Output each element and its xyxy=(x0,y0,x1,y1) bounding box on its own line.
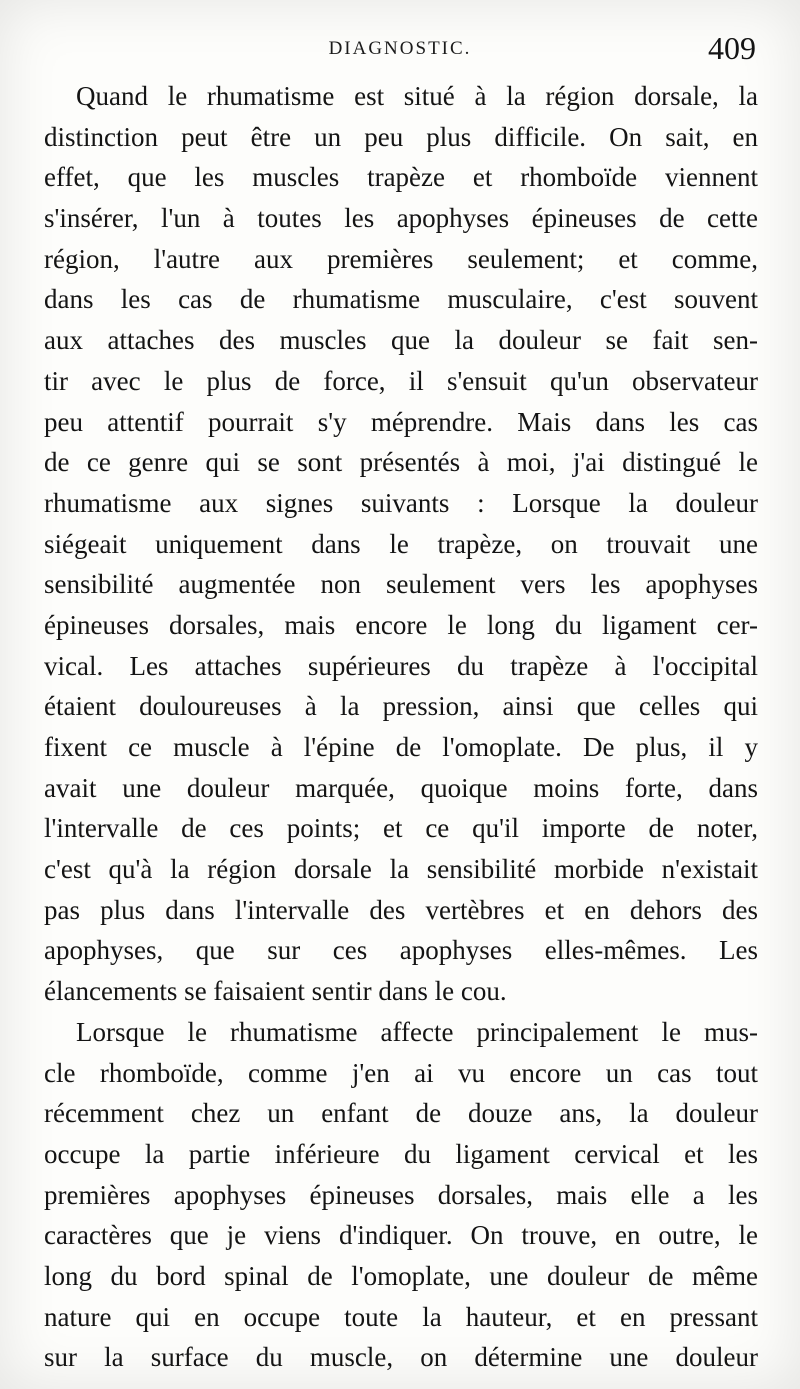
text-line: l'intervalle de ces points; et ce qu'il importe de noter, xyxy=(44,813,758,844)
text-line: région, l'autre aux premières seulement; et comme, xyxy=(44,243,758,274)
page-number: 409 xyxy=(708,30,756,66)
text-line: sur la surface du muscle, on détermine une douleur xyxy=(44,1342,758,1373)
text-line: Quand le rhumatisme est situé à la région dorsale, la xyxy=(76,81,758,111)
text-line: Lorsque le rhumatisme affecte principalement le mus- xyxy=(76,1016,758,1047)
text-line: s'insérer, l'un à toutes les apophyses épineuses de cette xyxy=(44,203,758,234)
text-line: pas plus dans l'intervalle des vertèbres et en dehors des xyxy=(44,894,758,925)
running-title: DIAGNOSTIC. xyxy=(328,38,472,59)
text-line: c'est qu'à la région dorsale la sensibilité morbide n'existait xyxy=(44,854,758,885)
text-line: siégeait uniquement dans le trapèze, on trouvait une xyxy=(44,528,758,559)
text-line: aux attaches des muscles que la douleur se fait sen- xyxy=(44,325,758,356)
text-line: dans les cas de rhumatisme musculaire, c'est souvent xyxy=(44,284,758,315)
text-line: nature qui en occupe toute la hauteur, et en pressant xyxy=(44,1301,758,1332)
text-line: tir avec le plus de force, il s'ensuit qu'un observateur xyxy=(44,365,758,396)
text-line: cle rhomboïde, comme j'en ai vu encore un cas tout xyxy=(44,1057,758,1088)
text-line: épineuses dorsales, mais encore le long du ligament cer- xyxy=(44,609,758,640)
text-line: apophyses, que sur ces apophyses elles-mêmes. Les xyxy=(44,935,758,966)
text-line: long du bord spinal de l'omoplate, une douleur de même xyxy=(44,1260,758,1291)
text-line: effet, que les muscles trapèze et rhomboïde viennent xyxy=(44,162,758,193)
page-header xyxy=(0,30,800,74)
text-line: occupe la partie inférieure du ligament cervical et les xyxy=(44,1138,758,1169)
body-text xyxy=(44,76,758,1378)
text-line: rhumatisme aux signes suivants : Lorsque la douleur xyxy=(44,487,758,518)
text-line: sensibilité augmentée non seulement vers les apophyses xyxy=(44,569,758,600)
text-line: vical. Les attaches supérieures du trapèze à l'occipital xyxy=(44,650,758,681)
text-line: peu attentif pourrait s'y méprendre. Mais dans les cas xyxy=(44,406,758,437)
text-line: avait une douleur marquée, quoique moins forte, dans xyxy=(44,772,758,803)
text-line: fixent ce muscle à l'épine de l'omoplate. De plus, il y xyxy=(44,732,758,762)
text-line: étaient douloureuses à la pression, ainsi que celles qui xyxy=(44,691,758,722)
text-line: premières apophyses épineuses dorsales, mais elle a les xyxy=(44,1179,758,1210)
text-line: récemment chez un enfant de douze ans, la douleur xyxy=(44,1098,758,1129)
text-line: de ce genre qui se sont présentés à moi, j'ai distingué le xyxy=(44,447,758,478)
text-line-paragraph-end: élancements se faisaient sentir dans le cou. xyxy=(44,976,507,1007)
text-line: distinction peut être un peu plus difficile. On sait, en xyxy=(44,121,758,152)
text-line: caractères que je viens d'indiquer. On trouve, en outre, le xyxy=(44,1220,758,1251)
